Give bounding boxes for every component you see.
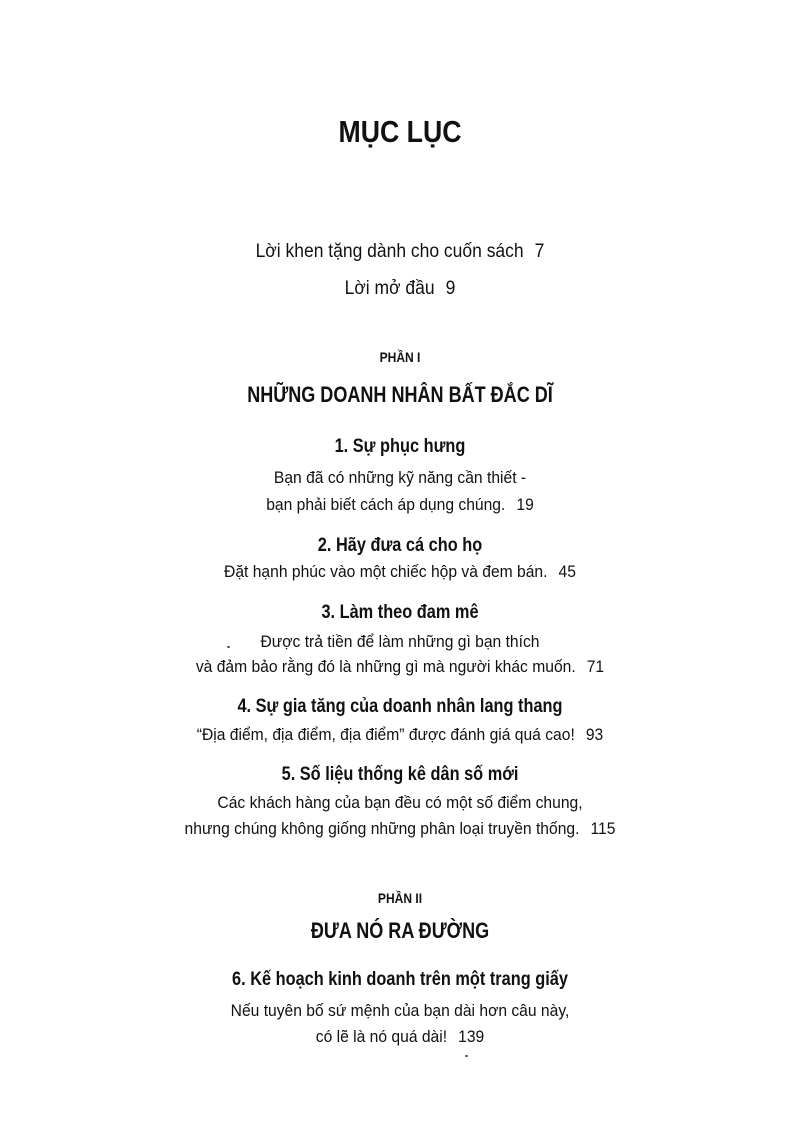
scan-speck — [465, 1055, 468, 1057]
chapter-desc: Được trả tiền để làm những gì bạn thích — [260, 632, 540, 651]
toc-entry-praise — [32, 242, 768, 261]
chapter-page: 71 — [586, 657, 605, 676]
part-title: ĐƯA NÓ RA ĐƯỜNG — [310, 918, 490, 943]
toc-entry-text: Lời mở đầu — [344, 278, 435, 299]
page-title: MỤC LỤC — [338, 114, 462, 149]
chapter-title: 1. Sự phục hưng — [334, 436, 466, 457]
chapter-page: 115 — [590, 819, 616, 838]
chapter-title: 6. Kế hoạch kinh doanh trên một trang giấy — [232, 969, 568, 990]
chapter-desc — [32, 1028, 768, 1045]
chapter-page: 45 — [558, 562, 576, 581]
toc-entry-preface — [32, 279, 768, 298]
chapter-desc — [32, 496, 768, 513]
chapter-desc-text: nhưng chúng không giống những phân loại truyền thống. — [184, 819, 580, 838]
chapter-desc — [32, 658, 768, 675]
chapter-title: 4. Sự gia tăng của doanh nhân lang thang — [237, 696, 563, 717]
toc-entry-text: Lời khen tặng dành cho cuốn sách — [255, 241, 524, 262]
chapter-page: 19 — [516, 495, 534, 514]
chapter-title: 3. Làm theo đam mê — [321, 602, 479, 623]
chapter-desc — [32, 726, 768, 743]
chapter-desc — [32, 563, 768, 580]
part-label: PHẦN II — [377, 890, 423, 906]
chapter-desc: Nếu tuyên bố sứ mệnh của bạn dài hơn câu này, — [230, 1001, 570, 1020]
chapter-desc-text: có lẽ là nó quá dài! — [315, 1027, 448, 1046]
chapter-desc — [32, 820, 768, 837]
toc-entry-page: 9 — [445, 278, 456, 299]
chapter-desc: Bạn đã có những kỹ năng cần thiết - — [273, 468, 527, 487]
chapter-desc-text: bạn phải biết cách áp dụng chúng. — [266, 495, 506, 514]
scan-speck — [227, 646, 230, 648]
chapter-page: 93 — [585, 725, 604, 744]
part-title: NHỮNG DOANH NHÂN BẤT ĐẮC DĨ — [247, 382, 553, 407]
chapter-desc-text: Đặt hạnh phúc vào một chiếc hộp và đem bán. — [224, 562, 548, 581]
chapter-desc-text: “Địa điểm, địa điểm, địa điểm” được đánh giá quá cao! — [196, 725, 575, 744]
chapter-desc-text: và đảm bảo rằng đó là những gì mà người khác muốn. — [195, 657, 576, 676]
chapter-desc: Các khách hàng của bạn đều có một số điểm chung, — [217, 793, 583, 812]
chapter-title: 2. Hãy đưa cá cho họ — [317, 535, 483, 556]
chapter-page: 139 — [458, 1027, 485, 1046]
chapter-title: 5. Số liệu thống kê dân số mới — [281, 764, 519, 785]
toc-entry-page: 7 — [534, 241, 545, 262]
part-label: PHẦN I — [379, 349, 421, 365]
